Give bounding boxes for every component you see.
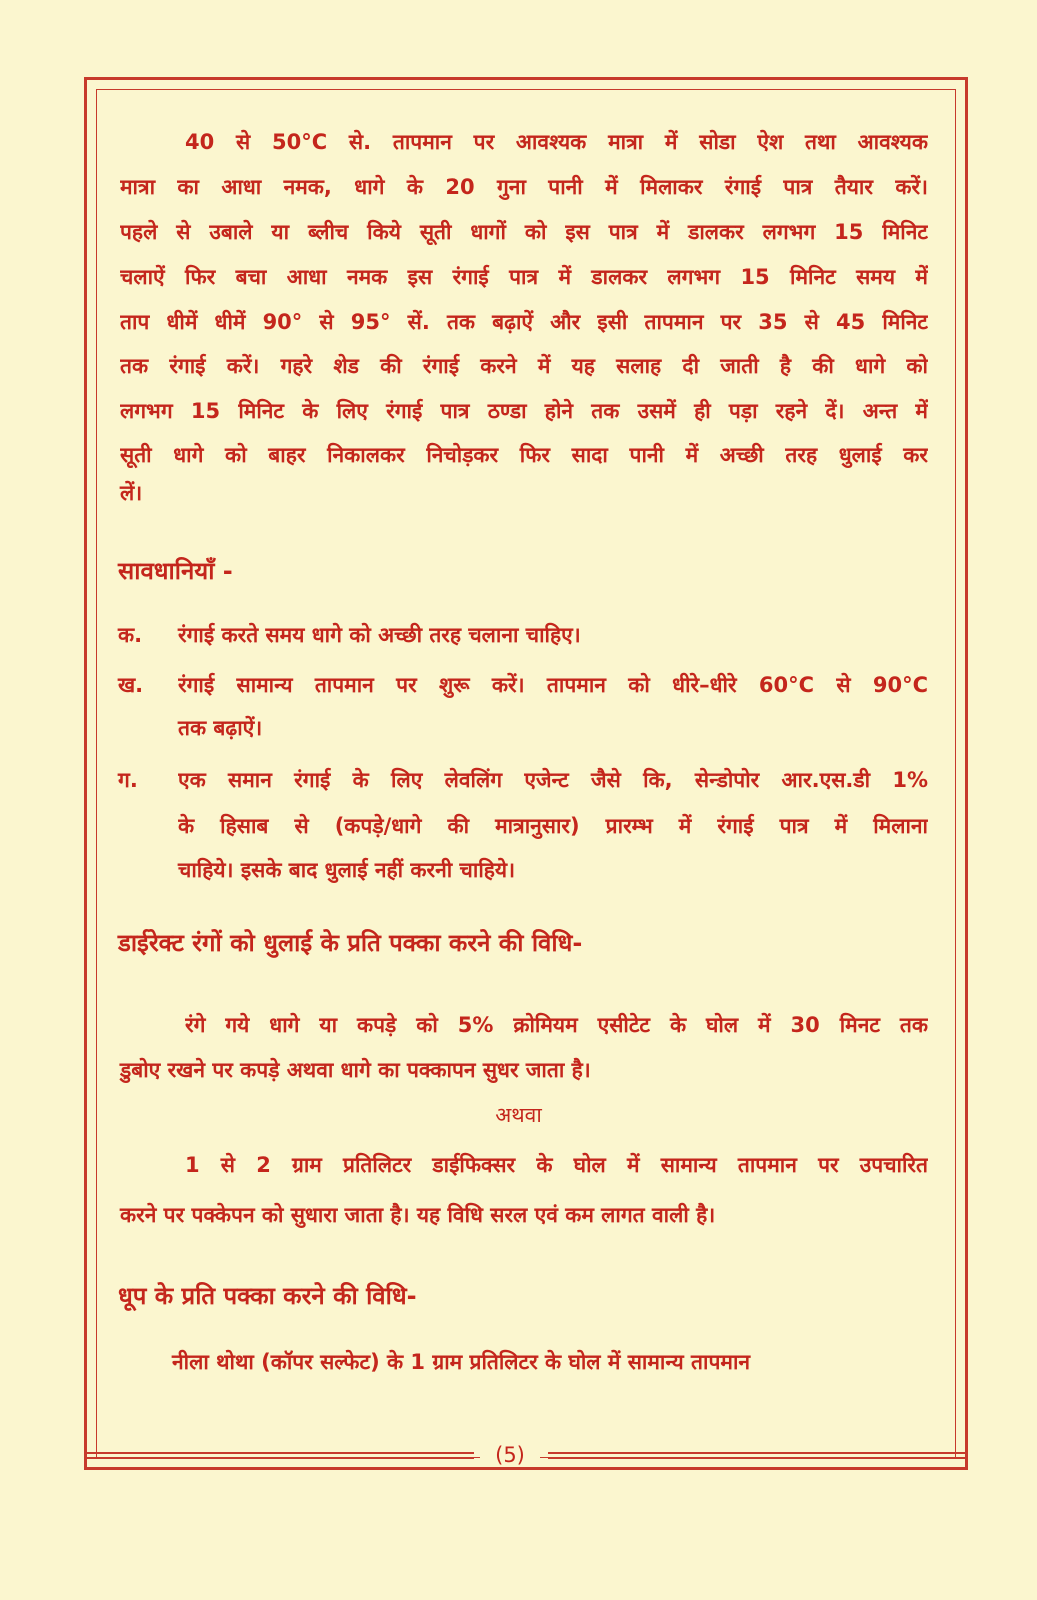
text-line: 40 से 50°C से. तापमान पर आवश्यक मात्रा में सोडा ऐश तथा आवश्यक [185, 130, 928, 154]
text-line: डुबोए रखने पर कपड़े अथवा धागे का पक्कापन सुधर जाता है। [120, 1058, 591, 1082]
section-heading: सावधानियाँ - [118, 557, 233, 585]
list-marker: ग. [118, 768, 138, 792]
list-item: रंगाई सामान्य तापमान पर शुरू करें। तापमान को धीरे–धीरे 60°C से 90°C [178, 673, 928, 697]
text-line: रंगे गये धागे या कपड़े को 5% क्रोमियम एसीटेट के घोल में 30 मिनट तक [185, 1013, 928, 1037]
text-line: ताप धीमें धीमें 90° से 95° सें. तक बढ़ाऐं और इसी तापमान पर 35 से 45 मिनिट [120, 310, 928, 334]
list-item: तक बढ़ाऐं। [178, 716, 263, 740]
text-line: लें। [120, 481, 143, 505]
list-item: चाहिये। इसके बाद धुलाई नहीं करनी चाहिये। [178, 858, 516, 882]
section-heading: डाईरेक्ट रंगों को धुलाई के प्रति पक्का करने की विधि- [118, 929, 583, 957]
list-item: के हिसाब से (कपड़े/धागे की मात्रानुसार) प्रारम्भ में रंगाई पात्र में मिलाना [178, 814, 928, 838]
text-line: करने पर पक्केपन को सुधारा जाता है। यह विधि सरल एवं कम लागत वाली है। [120, 1203, 716, 1227]
list-marker: ख. [118, 673, 144, 697]
text-line: नीला थोथा (कॉपर सल्फेट) के 1 ग्राम प्रतिलिटर के घोल में सामान्य तापमान [172, 1350, 751, 1374]
text-line: पहले से उबाले या ब्लीच किये सूती धागों को इस पात्र में डालकर लगभग 15 मिनिट [120, 220, 928, 244]
text-line: तक रंगाई करें। गहरे शेड की रंगाई करने में यह सलाह दी जाती है की धागे को [120, 354, 928, 378]
text-line: सूती धागे को बाहर निकालकर निचोड़कर फिर सादा पानी में अच्छी तरह धुलाई कर [120, 443, 928, 467]
footer-rule-left [84, 1452, 474, 1459]
list-marker: क. [118, 623, 143, 647]
text-line: 1 से 2 ग्राम प्रतिलिटर डाईफिक्सर के घोल में सामान्य तापमान पर उपचारित [185, 1153, 928, 1177]
section-heading: धूप के प्रति पक्का करने की विधि- [118, 1282, 417, 1310]
list-item: एक समान रंगाई के लिए लेवलिंग एजेन्ट जैसे कि, सेन्डोपोर आर.एस.डी 1% [178, 768, 928, 792]
or-label: अथवा [495, 1103, 542, 1127]
text-line: चलाऐं फिर बचा आधा नमक इस रंगाई पात्र में डालकर लगभग 15 मिनिट समय में [120, 265, 928, 289]
text-line: लगभग 15 मिनिट के लिए रंगाई पात्र ठण्डा होने तक उसमें ही पड़ा रहने दें। अन्त में [120, 399, 928, 423]
list-item: रंगाई करते समय धागे को अच्छी तरह चलाना चाहिए। [178, 623, 581, 647]
text-line: मात्रा का आधा नमक, धागे के 20 गुना पानी में मिलाकर रंगाई पात्र तैयार करें। [120, 175, 928, 199]
page-number: (5) [480, 1443, 540, 1467]
footer-rule-right [548, 1452, 968, 1459]
